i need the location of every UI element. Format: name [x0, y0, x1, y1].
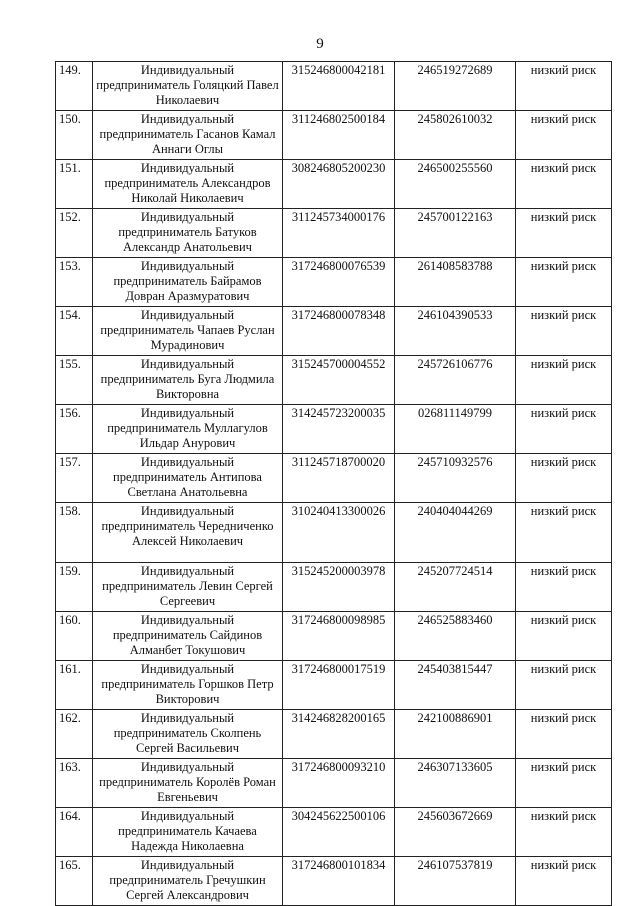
- entrepreneur-name: Индивидуальный предприниматель Антипова Светлана Анатольевна: [93, 454, 283, 503]
- risk-category-cell: низкий риск: [516, 710, 612, 759]
- table-row: [56, 759, 612, 808]
- inn-cell: 261408583788: [395, 258, 516, 307]
- entrepreneur-name: Индивидуальный предприниматель Гречушкин Сергей Александрович: [93, 857, 283, 906]
- row-number: 156.: [56, 405, 93, 454]
- ogrnip-cell: 314246828200165: [283, 710, 395, 759]
- table-row: [56, 356, 612, 405]
- risk-category-cell: низкий риск: [516, 759, 612, 808]
- inn-cell: 245700122163: [395, 209, 516, 258]
- risk-category-cell: низкий риск: [516, 258, 612, 307]
- risk-category-cell: низкий риск: [516, 160, 612, 209]
- ogrnip-cell: 317246800098985: [283, 612, 395, 661]
- row-number: 153.: [56, 258, 93, 307]
- inn-cell: 246500255560: [395, 160, 516, 209]
- entrepreneur-name: Индивидуальный предприниматель Сколпень Сергей Васильевич: [93, 710, 283, 759]
- risk-category-cell: низкий риск: [516, 857, 612, 906]
- table-row: [56, 258, 612, 307]
- row-number: 155.: [56, 356, 93, 405]
- row-number: 151.: [56, 160, 93, 209]
- inn-cell: 240404044269: [395, 503, 516, 563]
- table-row: [56, 454, 612, 503]
- entrepreneur-name: Индивидуальный предприниматель Горшков Петр Викторович: [93, 661, 283, 710]
- row-number: 160.: [56, 612, 93, 661]
- risk-category-cell: низкий риск: [516, 307, 612, 356]
- ogrnip-cell: 311245718700020: [283, 454, 395, 503]
- ogrnip-cell: 315246800042181: [283, 62, 395, 111]
- inn-cell: 246519272689: [395, 62, 516, 111]
- table-row: [56, 612, 612, 661]
- ogrnip-cell: 304245622500106: [283, 808, 395, 857]
- row-number: 161.: [56, 661, 93, 710]
- ogrnip-cell: 310240413300026: [283, 503, 395, 563]
- ogrnip-cell: 314245723200035: [283, 405, 395, 454]
- entrepreneur-name: Индивидуальный предприниматель Сайдинов Алманбет Токушович: [93, 612, 283, 661]
- inn-cell: 246104390533: [395, 307, 516, 356]
- entrepreneur-name: Индивидуальный предприниматель Александров Николай Николаевич: [93, 160, 283, 209]
- table-row: [56, 160, 612, 209]
- ogrnip-cell: 317246800076539: [283, 258, 395, 307]
- row-number: 149.: [56, 62, 93, 111]
- ogrnip-cell: 311246802500184: [283, 111, 395, 160]
- entrepreneur-name: Индивидуальный предприниматель Голяцкий Павел Николаевич: [93, 62, 283, 111]
- row-number: 154.: [56, 307, 93, 356]
- table-row: [56, 808, 612, 857]
- risk-category-cell: низкий риск: [516, 405, 612, 454]
- entrepreneur-name: Индивидуальный предприниматель Байрамов Довран Аразмуратович: [93, 258, 283, 307]
- inn-cell: 242100886901: [395, 710, 516, 759]
- inn-cell: 245603672669: [395, 808, 516, 857]
- row-number: 152.: [56, 209, 93, 258]
- ogrnip-cell: 317246800093210: [283, 759, 395, 808]
- row-number: 162.: [56, 710, 93, 759]
- risk-category-cell: низкий риск: [516, 356, 612, 405]
- inn-cell: 246107537819: [395, 857, 516, 906]
- ogrnip-cell: 317246800017519: [283, 661, 395, 710]
- table-row: [56, 661, 612, 710]
- entrepreneur-name: Индивидуальный предприниматель Чапаев Руслан Мурадинович: [93, 307, 283, 356]
- page-number: 9: [316, 36, 324, 52]
- inn-cell: 026811149799: [395, 405, 516, 454]
- inn-cell: 246307133605: [395, 759, 516, 808]
- risk-category-cell: низкий риск: [516, 612, 612, 661]
- risk-category-cell: низкий риск: [516, 111, 612, 160]
- register-table: [55, 61, 612, 906]
- entrepreneur-name: Индивидуальный предприниматель Левин Сергей Сергеевич: [93, 563, 283, 612]
- risk-category-cell: низкий риск: [516, 808, 612, 857]
- entrepreneur-name: Индивидуальный предприниматель Чередниченко Алексей Николаевич: [93, 503, 283, 563]
- ogrnip-cell: 311245734000176: [283, 209, 395, 258]
- entrepreneur-name: Индивидуальный предприниматель Королёв Роман Евгеньевич: [93, 759, 283, 808]
- table-row: [56, 307, 612, 356]
- ogrnip-cell: 315245700004552: [283, 356, 395, 405]
- table-row: [56, 710, 612, 759]
- table-row: [56, 503, 612, 563]
- table-row: [56, 62, 612, 111]
- risk-category-cell: низкий риск: [516, 563, 612, 612]
- risk-category-cell: низкий риск: [516, 62, 612, 111]
- row-number: 158.: [56, 503, 93, 563]
- inn-cell: 245710932576: [395, 454, 516, 503]
- entrepreneur-name: Индивидуальный предприниматель Муллагулов Ильдар Анурович: [93, 405, 283, 454]
- entrepreneur-name: Индивидуальный предприниматель Батуков Александр Анатольевич: [93, 209, 283, 258]
- ogrnip-cell: 315245200003978: [283, 563, 395, 612]
- table-row: [56, 405, 612, 454]
- ogrnip-cell: 317246800078348: [283, 307, 395, 356]
- inn-cell: 246525883460: [395, 612, 516, 661]
- inn-cell: 245802610032: [395, 111, 516, 160]
- row-number: 165.: [56, 857, 93, 906]
- ogrnip-cell: 308246805200230: [283, 160, 395, 209]
- table-row: [56, 209, 612, 258]
- risk-category-cell: низкий риск: [516, 503, 612, 563]
- row-number: 157.: [56, 454, 93, 503]
- inn-cell: 245403815447: [395, 661, 516, 710]
- entrepreneur-name: Индивидуальный предприниматель Буга Людмила Викторовна: [93, 356, 283, 405]
- table-row: [56, 111, 612, 160]
- row-number: 164.: [56, 808, 93, 857]
- row-number: 150.: [56, 111, 93, 160]
- table-row: [56, 563, 612, 612]
- entrepreneur-name: Индивидуальный предприниматель Гасанов Камал Аннаги Оглы: [93, 111, 283, 160]
- entrepreneur-name: Индивидуальный предприниматель Качаева Надежда Николаевна: [93, 808, 283, 857]
- risk-category-cell: низкий риск: [516, 454, 612, 503]
- inn-cell: 245726106776: [395, 356, 516, 405]
- risk-category-cell: низкий риск: [516, 661, 612, 710]
- inn-cell: 245207724514: [395, 563, 516, 612]
- row-number: 159.: [56, 563, 93, 612]
- risk-category-cell: низкий риск: [516, 209, 612, 258]
- table-row: [56, 857, 612, 906]
- ogrnip-cell: 317246800101834: [283, 857, 395, 906]
- row-number: 163.: [56, 759, 93, 808]
